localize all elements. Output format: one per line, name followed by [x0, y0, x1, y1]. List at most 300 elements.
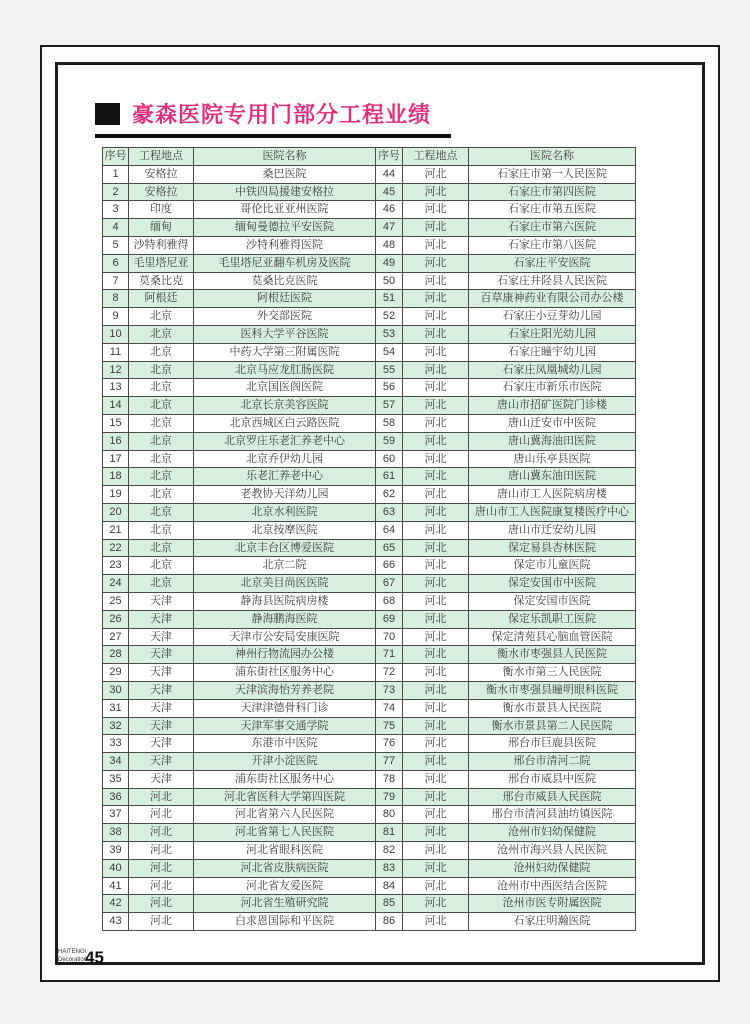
serial-cell: 32	[103, 717, 129, 735]
serial-cell: 81	[376, 824, 403, 842]
location-cell: 河北	[403, 236, 469, 254]
table-row	[103, 824, 636, 842]
hospital-name-cell: 石家庄小豆芽幼儿园	[469, 308, 636, 326]
serial-cell: 15	[103, 414, 129, 432]
hospital-name-cell: 沙特利雅得医院	[194, 236, 376, 254]
serial-cell: 49	[376, 254, 403, 272]
hospital-table-body	[103, 165, 636, 930]
serial-cell: 34	[103, 753, 129, 771]
serial-cell: 27	[103, 628, 129, 646]
table-row	[103, 254, 636, 272]
serial-cell: 50	[376, 272, 403, 290]
hospital-name-cell: 乐老汇养老中心	[194, 468, 376, 486]
serial-cell: 57	[376, 397, 403, 415]
serial-cell: 69	[376, 610, 403, 628]
location-cell: 天津	[129, 753, 194, 771]
hospital-name-cell: 河北省眼科医院	[194, 842, 376, 860]
serial-cell: 16	[103, 432, 129, 450]
hospital-name-cell: 石家庄市第四医院	[469, 183, 636, 201]
table-row	[103, 219, 636, 237]
table-row	[103, 503, 636, 521]
hospital-name-cell: 石家庄明瀚医院	[469, 913, 636, 931]
hospital-name-cell: 保定乐凯职工医院	[469, 610, 636, 628]
serial-cell: 75	[376, 717, 403, 735]
location-cell: 河北	[403, 824, 469, 842]
location-cell: 缅甸	[129, 219, 194, 237]
table-row	[103, 699, 636, 717]
hospital-name-cell: 石家庄瞳宇幼儿园	[469, 343, 636, 361]
hospital-name-cell: 神州行物流园办公楼	[194, 646, 376, 664]
hospital-name-cell: 唐山冀东油田医院	[469, 468, 636, 486]
location-cell: 河北	[403, 486, 469, 504]
serial-cell: 73	[376, 681, 403, 699]
location-cell: 河北	[403, 859, 469, 877]
table-row	[103, 592, 636, 610]
location-cell: 河北	[129, 859, 194, 877]
hospital-name-cell: 河北省友爱医院	[194, 877, 376, 895]
location-cell: 天津	[129, 628, 194, 646]
location-cell: 北京	[129, 450, 194, 468]
serial-cell: 31	[103, 699, 129, 717]
serial-cell: 45	[376, 183, 403, 201]
serial-cell: 74	[376, 699, 403, 717]
hospital-name-cell: 老教协天洋幼儿园	[194, 486, 376, 504]
table-row	[103, 414, 636, 432]
serial-cell: 26	[103, 610, 129, 628]
hospital-name-cell: 保定安国市医院	[469, 592, 636, 610]
location-cell: 河北	[403, 753, 469, 771]
hospital-name-cell: 天津市公安局安康医院	[194, 628, 376, 646]
serial-cell: 23	[103, 557, 129, 575]
serial-cell: 40	[103, 859, 129, 877]
hospital-name-cell: 北京长京美容医院	[194, 397, 376, 415]
col-header-hospital-right: 医院名称	[469, 148, 636, 166]
location-cell: 天津	[129, 735, 194, 753]
serial-cell: 4	[103, 219, 129, 237]
col-header-location-right: 工程地点	[403, 148, 469, 166]
location-cell: 河北	[403, 699, 469, 717]
location-cell: 河北	[403, 343, 469, 361]
hospital-name-cell: 邢台市威县人民医院	[469, 788, 636, 806]
table-row	[103, 681, 636, 699]
serial-cell: 51	[376, 290, 403, 308]
serial-cell: 35	[103, 770, 129, 788]
location-cell: 河北	[129, 788, 194, 806]
hospital-name-cell: 静海县医院病房楼	[194, 592, 376, 610]
hospital-name-cell: 开津小淀医院	[194, 753, 376, 771]
serial-cell: 61	[376, 468, 403, 486]
table-row	[103, 468, 636, 486]
hospital-name-cell: 邢台市威县中医院	[469, 770, 636, 788]
location-cell: 河北	[403, 806, 469, 824]
location-cell: 北京	[129, 414, 194, 432]
hospital-name-cell: 浦东街社区服务中心	[194, 770, 376, 788]
serial-cell: 86	[376, 913, 403, 931]
serial-cell: 38	[103, 824, 129, 842]
title-square-bullet-icon	[95, 103, 120, 125]
serial-cell: 64	[376, 521, 403, 539]
hospital-name-cell: 唐山冀海油田医院	[469, 432, 636, 450]
location-cell: 河北	[403, 503, 469, 521]
table-row	[103, 201, 636, 219]
location-cell: 河北	[403, 325, 469, 343]
serial-cell: 3	[103, 201, 129, 219]
serial-cell: 80	[376, 806, 403, 824]
hospital-name-cell: 天津军事交通学院	[194, 717, 376, 735]
hospital-name-cell: 石家庄凤凰城幼儿园	[469, 361, 636, 379]
location-cell: 河北	[403, 575, 469, 593]
serial-cell: 82	[376, 842, 403, 860]
location-cell: 河北	[403, 165, 469, 183]
serial-cell: 24	[103, 575, 129, 593]
serial-cell: 10	[103, 325, 129, 343]
hospital-name-cell: 中药大学第三附属医院	[194, 343, 376, 361]
location-cell: 河北	[403, 521, 469, 539]
serial-cell: 52	[376, 308, 403, 326]
location-cell: 河北	[403, 414, 469, 432]
serial-cell: 48	[376, 236, 403, 254]
hospital-name-cell: 桑巴医院	[194, 165, 376, 183]
serial-cell: 85	[376, 895, 403, 913]
table-row	[103, 913, 636, 931]
serial-cell: 39	[103, 842, 129, 860]
location-cell: 河北	[403, 842, 469, 860]
hospital-name-cell: 沧州妇幼保健院	[469, 859, 636, 877]
serial-cell: 79	[376, 788, 403, 806]
hospital-name-cell: 保定市儿童医院	[469, 557, 636, 575]
location-cell: 河北	[403, 450, 469, 468]
location-cell: 北京	[129, 575, 194, 593]
hospital-name-cell: 河北省生殖研究院	[194, 895, 376, 913]
table-row	[103, 610, 636, 628]
serial-cell: 8	[103, 290, 129, 308]
serial-cell: 36	[103, 788, 129, 806]
hospital-name-cell: 保定易县杏林医院	[469, 539, 636, 557]
location-cell: 河北	[403, 361, 469, 379]
table-row	[103, 343, 636, 361]
location-cell: 毛里塔尼亚	[129, 254, 194, 272]
hospital-name-cell: 百草康神药业有限公司办公楼	[469, 290, 636, 308]
location-cell: 河北	[129, 842, 194, 860]
brand-line1: HAITENG\	[58, 949, 87, 955]
location-cell: 河北	[403, 717, 469, 735]
serial-cell: 59	[376, 432, 403, 450]
location-cell: 天津	[129, 770, 194, 788]
location-cell: 河北	[403, 681, 469, 699]
hospital-name-cell: 邢台市清河县油坊镇医院	[469, 806, 636, 824]
serial-cell: 6	[103, 254, 129, 272]
serial-cell: 55	[376, 361, 403, 379]
serial-cell: 83	[376, 859, 403, 877]
serial-cell: 44	[376, 165, 403, 183]
location-cell: 河北	[403, 308, 469, 326]
serial-cell: 29	[103, 664, 129, 682]
location-cell: 北京	[129, 468, 194, 486]
serial-cell: 43	[103, 913, 129, 931]
location-cell: 河北	[403, 557, 469, 575]
hospital-name-cell: 石家庄井陉县人民医院	[469, 272, 636, 290]
hospital-projects-table	[102, 147, 636, 931]
serial-cell: 70	[376, 628, 403, 646]
location-cell: 北京	[129, 361, 194, 379]
location-cell: 河北	[403, 770, 469, 788]
table-row	[103, 646, 636, 664]
hospital-name-cell: 河北省皮肤病医院	[194, 859, 376, 877]
table-row	[103, 272, 636, 290]
table-row	[103, 450, 636, 468]
serial-cell: 13	[103, 379, 129, 397]
hospital-name-cell: 唐山市招矿医院门诊楼	[469, 397, 636, 415]
hospital-name-cell: 白求恩国际和平医院	[194, 913, 376, 931]
location-cell: 河北	[403, 877, 469, 895]
hospital-name-cell: 衡水市枣强县人民医院	[469, 646, 636, 664]
page-title: 豪森医院专用门部分工程业绩	[132, 102, 432, 127]
location-cell: 河北	[403, 539, 469, 557]
location-cell: 河北	[403, 610, 469, 628]
hospital-name-cell: 阿根廷医院	[194, 290, 376, 308]
location-cell: 天津	[129, 646, 194, 664]
table-row	[103, 432, 636, 450]
serial-cell: 5	[103, 236, 129, 254]
hospital-name-cell: 沧州市医专附属医院	[469, 895, 636, 913]
hospital-name-cell: 北京按摩医院	[194, 521, 376, 539]
serial-cell: 54	[376, 343, 403, 361]
location-cell: 沙特利雅得	[129, 236, 194, 254]
location-cell: 阿根廷	[129, 290, 194, 308]
hospital-name-cell: 衡水市景县第二人民医院	[469, 717, 636, 735]
hospital-name-cell: 莫桑比克医院	[194, 272, 376, 290]
serial-cell: 19	[103, 486, 129, 504]
hospital-name-cell: 石家庄市新乐市医院	[469, 379, 636, 397]
location-cell: 北京	[129, 397, 194, 415]
location-cell: 北京	[129, 308, 194, 326]
location-cell: 河北	[129, 913, 194, 931]
hospital-name-cell: 石家庄市第五医院	[469, 201, 636, 219]
hospital-name-cell: 衡水市枣强县瞳明眼科医院	[469, 681, 636, 699]
hospital-name-cell: 医科大学平谷医院	[194, 325, 376, 343]
hospital-name-cell: 石家庄市第八医院	[469, 236, 636, 254]
table-row	[103, 628, 636, 646]
location-cell: 河北	[403, 254, 469, 272]
location-cell: 河北	[403, 628, 469, 646]
table-row	[103, 183, 636, 201]
hospital-name-cell: 静海鹏海医院	[194, 610, 376, 628]
serial-cell: 25	[103, 592, 129, 610]
hospital-name-cell: 东港市中医院	[194, 735, 376, 753]
table-row	[103, 557, 636, 575]
hospital-name-cell: 浦东街社区服务中心	[194, 664, 376, 682]
location-cell: 印度	[129, 201, 194, 219]
hospital-name-cell: 北京丰台区博爱医院	[194, 539, 376, 557]
serial-cell: 9	[103, 308, 129, 326]
serial-cell: 60	[376, 450, 403, 468]
location-cell: 河北	[129, 877, 194, 895]
serial-cell: 22	[103, 539, 129, 557]
table-row	[103, 165, 636, 183]
location-cell: 河北	[403, 913, 469, 931]
hospital-name-cell: 北京国医阁医院	[194, 379, 376, 397]
serial-cell: 1	[103, 165, 129, 183]
table-row	[103, 308, 636, 326]
serial-cell: 65	[376, 539, 403, 557]
hospital-name-cell: 天津津德骨科门诊	[194, 699, 376, 717]
table-row	[103, 325, 636, 343]
location-cell: 河北	[403, 219, 469, 237]
location-cell: 河北	[403, 379, 469, 397]
col-header-location-left: 工程地点	[129, 148, 194, 166]
hospital-name-cell: 保定清苑县心脑血管医院	[469, 628, 636, 646]
table-row	[103, 877, 636, 895]
hospital-name-cell: 唐山市工人医院康复楼医疗中心	[469, 503, 636, 521]
serial-cell: 58	[376, 414, 403, 432]
hospital-name-cell: 北京水利医院	[194, 503, 376, 521]
location-cell: 北京	[129, 325, 194, 343]
hospital-name-cell: 外交部医院	[194, 308, 376, 326]
serial-cell: 46	[376, 201, 403, 219]
hospital-name-cell: 北京西城区白云路医院	[194, 414, 376, 432]
location-cell: 河北	[403, 646, 469, 664]
serial-cell: 42	[103, 895, 129, 913]
location-cell: 天津	[129, 699, 194, 717]
hospital-name-cell: 石家庄阳光幼儿园	[469, 325, 636, 343]
table-header-row	[103, 148, 636, 166]
hospital-name-cell: 石家庄市第六医院	[469, 219, 636, 237]
hospital-name-cell: 唐山市迁安幼儿园	[469, 521, 636, 539]
hospital-name-cell: 唐山市工人医院病房楼	[469, 486, 636, 504]
location-cell: 安格拉	[129, 183, 194, 201]
location-cell: 北京	[129, 379, 194, 397]
location-cell: 北京	[129, 343, 194, 361]
location-cell: 河北	[403, 201, 469, 219]
location-cell: 河北	[403, 272, 469, 290]
table-row	[103, 361, 636, 379]
page-title-block	[95, 98, 451, 138]
serial-cell: 53	[376, 325, 403, 343]
table-row	[103, 290, 636, 308]
location-cell: 北京	[129, 486, 194, 504]
location-cell: 河北	[403, 432, 469, 450]
location-cell: 北京	[129, 521, 194, 539]
hospital-name-cell: 石家庄市第一人民医院	[469, 165, 636, 183]
hospital-name-cell: 唐山迁安市中医院	[469, 414, 636, 432]
hospital-name-cell: 北京马应龙肛肠医院	[194, 361, 376, 379]
location-cell: 天津	[129, 717, 194, 735]
serial-cell: 78	[376, 770, 403, 788]
table-row	[103, 753, 636, 771]
hospital-name-cell: 河北省第七人民医院	[194, 824, 376, 842]
hospital-name-cell: 北京二院	[194, 557, 376, 575]
hospital-name-cell: 沧州市妇幼保健院	[469, 824, 636, 842]
serial-cell: 20	[103, 503, 129, 521]
location-cell: 河北	[403, 592, 469, 610]
location-cell: 天津	[129, 592, 194, 610]
col-header-serial-left: 序号	[103, 148, 129, 166]
page-number: 45	[85, 948, 104, 967]
hospital-name-cell: 北京罗庄乐老汇养老中心	[194, 432, 376, 450]
serial-cell: 17	[103, 450, 129, 468]
location-cell: 河北	[403, 895, 469, 913]
serial-cell: 14	[103, 397, 129, 415]
table-row	[103, 770, 636, 788]
table-row	[103, 717, 636, 735]
table-row	[103, 486, 636, 504]
table-row	[103, 397, 636, 415]
hospital-name-cell: 北京美目尚医医院	[194, 575, 376, 593]
location-cell: 北京	[129, 503, 194, 521]
serial-cell: 56	[376, 379, 403, 397]
hospital-name-cell: 河北省医科大学第四医院	[194, 788, 376, 806]
serial-cell: 77	[376, 753, 403, 771]
table-row	[103, 379, 636, 397]
serial-cell: 18	[103, 468, 129, 486]
serial-cell: 41	[103, 877, 129, 895]
table-row	[103, 806, 636, 824]
location-cell: 天津	[129, 664, 194, 682]
serial-cell: 37	[103, 806, 129, 824]
serial-cell: 21	[103, 521, 129, 539]
hospital-name-cell: 缅甸曼德拉平安医院	[194, 219, 376, 237]
table-row	[103, 664, 636, 682]
serial-cell: 71	[376, 646, 403, 664]
location-cell: 北京	[129, 432, 194, 450]
serial-cell: 33	[103, 735, 129, 753]
location-cell: 河北	[403, 290, 469, 308]
hospital-name-cell: 毛里塔尼亚翻车机房及医院	[194, 254, 376, 272]
serial-cell: 67	[376, 575, 403, 593]
location-cell: 北京	[129, 539, 194, 557]
hospital-name-cell: 衡水市第三人民医院	[469, 664, 636, 682]
hospital-name-cell: 石家庄平安医院	[469, 254, 636, 272]
hospital-name-cell: 邢台市清河二院	[469, 753, 636, 771]
table-row	[103, 521, 636, 539]
serial-cell: 12	[103, 361, 129, 379]
hospital-name-cell: 沧州市中西医结合医院	[469, 877, 636, 895]
table-row	[103, 859, 636, 877]
serial-cell: 47	[376, 219, 403, 237]
location-cell: 莫桑比克	[129, 272, 194, 290]
hospital-name-cell: 北京乔伊幼儿园	[194, 450, 376, 468]
serial-cell: 84	[376, 877, 403, 895]
hospital-name-cell: 保定安国市中医院	[469, 575, 636, 593]
location-cell: 河北	[403, 397, 469, 415]
hospital-name-cell: 邢台市巨鹿县医院	[469, 735, 636, 753]
location-cell: 北京	[129, 557, 194, 575]
location-cell: 河北	[129, 806, 194, 824]
location-cell: 河北	[403, 183, 469, 201]
serial-cell: 66	[376, 557, 403, 575]
serial-cell: 7	[103, 272, 129, 290]
serial-cell: 62	[376, 486, 403, 504]
table-row	[103, 236, 636, 254]
table-row	[103, 539, 636, 557]
serial-cell: 63	[376, 503, 403, 521]
serial-cell: 76	[376, 735, 403, 753]
brand-line2: Decoration\	[58, 956, 89, 963]
hospital-name-cell: 河北省第六人民医院	[194, 806, 376, 824]
hospital-name-cell: 沧州市海兴县人民医院	[469, 842, 636, 860]
location-cell: 天津	[129, 610, 194, 628]
serial-cell: 68	[376, 592, 403, 610]
hospital-name-cell: 天津滨海怡芳养老院	[194, 681, 376, 699]
location-cell: 河北	[403, 468, 469, 486]
table-row	[103, 575, 636, 593]
col-header-hospital-left: 医院名称	[194, 148, 376, 166]
table-row	[103, 842, 636, 860]
serial-cell: 2	[103, 183, 129, 201]
serial-cell: 72	[376, 664, 403, 682]
location-cell: 河北	[403, 788, 469, 806]
location-cell: 安格拉	[129, 165, 194, 183]
